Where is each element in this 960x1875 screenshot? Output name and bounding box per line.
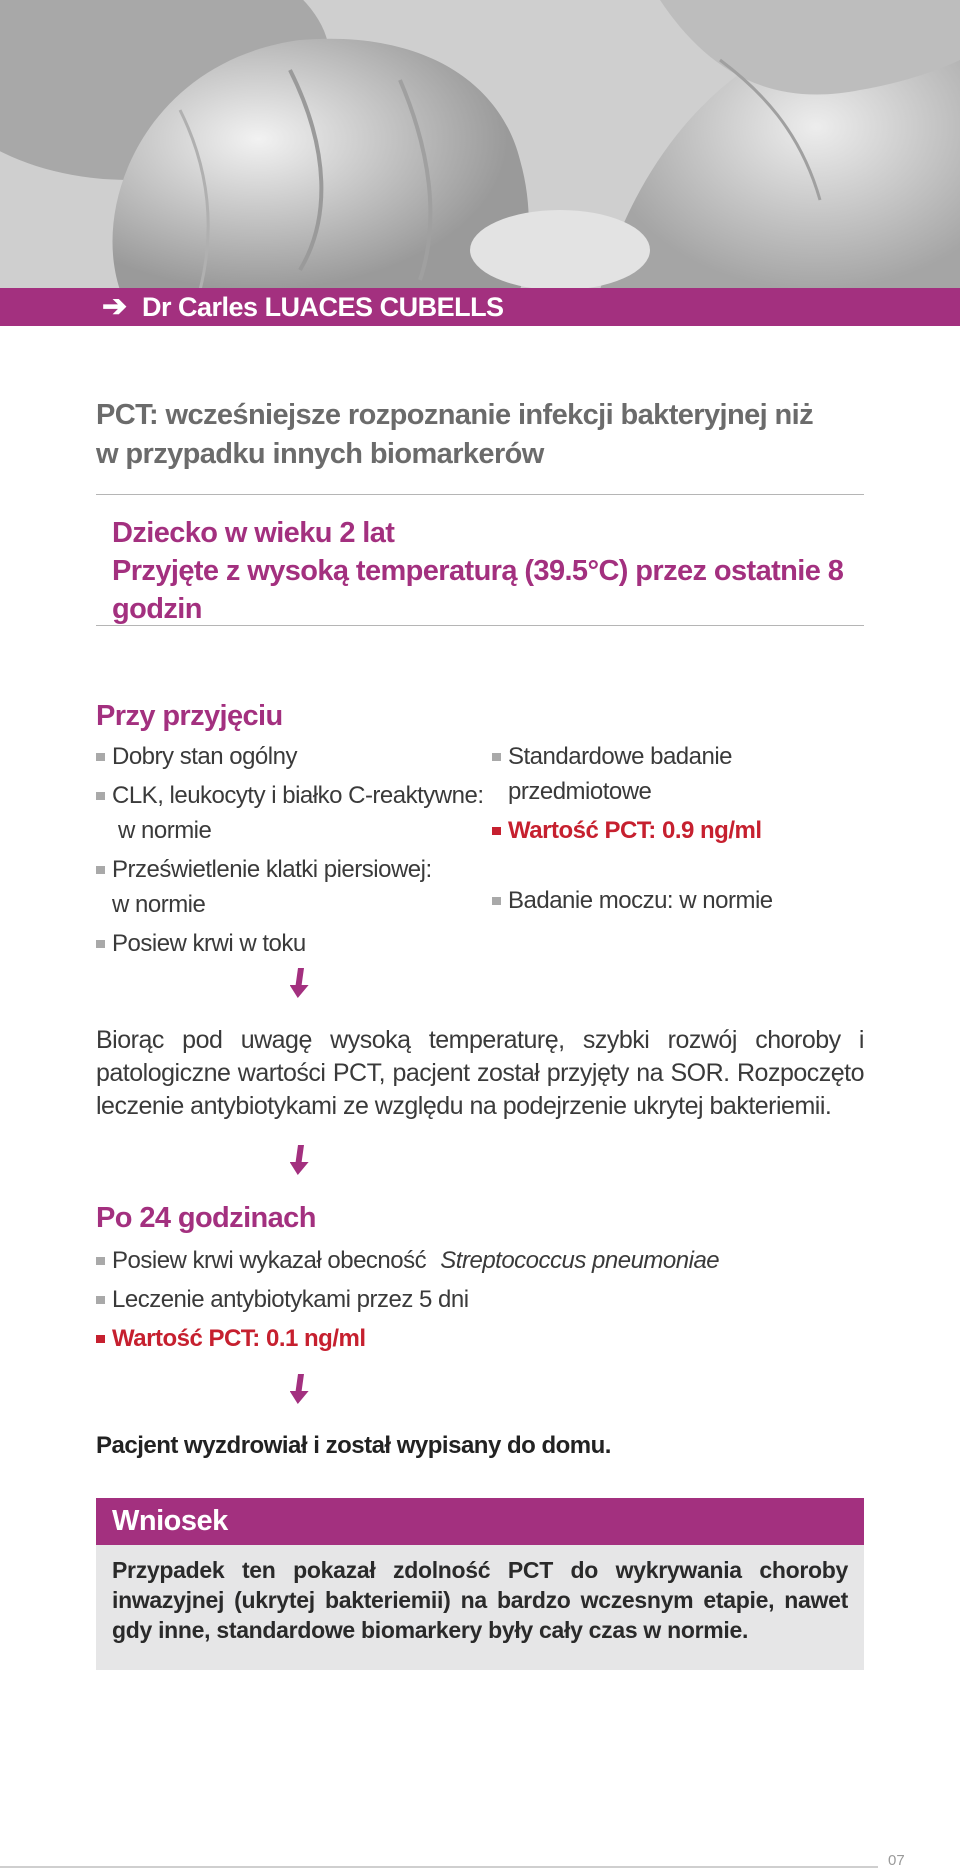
header-photo: [0, 0, 960, 290]
after24-list: [96, 1243, 856, 1356]
section-title-24h: Po 24 godzinach: [96, 1202, 316, 1234]
case-summary: [112, 514, 872, 628]
case-line-2: Przyjęte z wysoką temperaturą (39.5°C) przez ostatnie 8 godzin: [112, 555, 844, 625]
conclusion-title: Wniosek: [112, 1505, 228, 1537]
conclusion-text: Przypadek ten pokazał zdolność PCT do wykrywania choroby inwazyjnej (ukrytej bakteriemii) na bardzo wczesnym etapie, nawet gdy inne, standardowe biomarkery były cały czas w normie.: [112, 1557, 848, 1643]
list-item: [492, 739, 872, 809]
headline-line-2: w przypadku innych biomarkerów: [96, 438, 544, 470]
list-item: [96, 926, 496, 961]
case-line-1: Dziecko w wieku 2 lat: [112, 517, 395, 549]
arrow-down-icon: [290, 1374, 320, 1406]
section-title-admission: Przy przyjęciu: [96, 700, 283, 732]
list-item-text: Prześwietlenie klatki piersiowej:: [112, 856, 432, 883]
list-item-text: Posiew krwi w toku: [112, 930, 306, 957]
pct-value-item: [492, 813, 872, 848]
arrow-right-icon: ➔: [102, 290, 128, 323]
bullet-square-icon: [96, 940, 105, 948]
page-number: 07: [888, 1852, 905, 1869]
conclusion-header: [96, 1498, 864, 1545]
bullet-square-icon: [96, 866, 105, 874]
pct-value-text: Wartość PCT: 0.1 ng/ml: [112, 1325, 366, 1352]
list-item-text: Leczenie antybiotykami przez 5 dni: [112, 1286, 469, 1313]
bullet-square-icon: [96, 792, 105, 800]
arrow-down-icon: [290, 1145, 320, 1177]
outcome-text: Pacjent wyzdrowiał i został wypisany do domu.: [96, 1432, 611, 1459]
author-name: Dr Carles LUACES CUBELLS: [142, 292, 504, 322]
pct-value-text: Wartość PCT: 0.9 ng/ml: [508, 817, 762, 844]
bullet-square-icon: [492, 753, 501, 761]
decision-paragraph: Biorąc pod uwagę wysoką temperaturę, szybki rozwój choroby i patologiczne wartości PCT, pacjent został przyjęty na SOR. Rozpoczęto leczenie antybiotykami ze względu na podejrzenie ukrytej bakteriemii.: [96, 1026, 864, 1120]
list-item: [492, 883, 872, 918]
list-item: [96, 739, 496, 774]
list-item-text: Dobry stan ogólny: [112, 743, 297, 770]
admission-right-list: [492, 739, 872, 918]
bullet-square-icon: [492, 897, 501, 905]
conclusion-body: [96, 1545, 864, 1670]
list-item-text-cont: w normie: [112, 891, 206, 918]
headline-line-1: PCT: wcześniejsze rozpoznanie infekcji bakteryjnej niż: [96, 399, 813, 431]
list-item: [96, 1282, 856, 1317]
footer-divider: [0, 1866, 878, 1868]
pct-value-item: [96, 1321, 856, 1356]
author-banner: [0, 288, 960, 326]
article-headline: [96, 396, 816, 474]
list-item-text: CLK, leukocyty i białko C-reaktywne:: [112, 782, 484, 809]
bullet-square-icon: [492, 827, 501, 835]
bullet-square-icon: [96, 1296, 105, 1304]
bullet-square-icon: [96, 1335, 105, 1343]
divider-top: [96, 494, 864, 495]
divider-bottom: [96, 625, 864, 626]
list-item-text: Badanie moczu: w normie: [508, 887, 773, 914]
list-item: [96, 1243, 856, 1278]
arrow-down-icon: [290, 968, 320, 1000]
list-item-text: Standardowe badanie przedmiotowe: [508, 743, 733, 805]
list-item-text: Posiew krwi wykazał obecność: [112, 1247, 427, 1274]
admission-left-list: [96, 739, 496, 961]
list-item: [96, 852, 496, 922]
list-item: [96, 778, 496, 848]
bullet-square-icon: [96, 753, 105, 761]
baby-hand-illustration: [0, 0, 960, 290]
bullet-square-icon: [96, 1257, 105, 1265]
bacteria-name: Streptococcus pneumoniae: [440, 1247, 720, 1274]
list-item-text-cont: w normie: [118, 817, 212, 844]
